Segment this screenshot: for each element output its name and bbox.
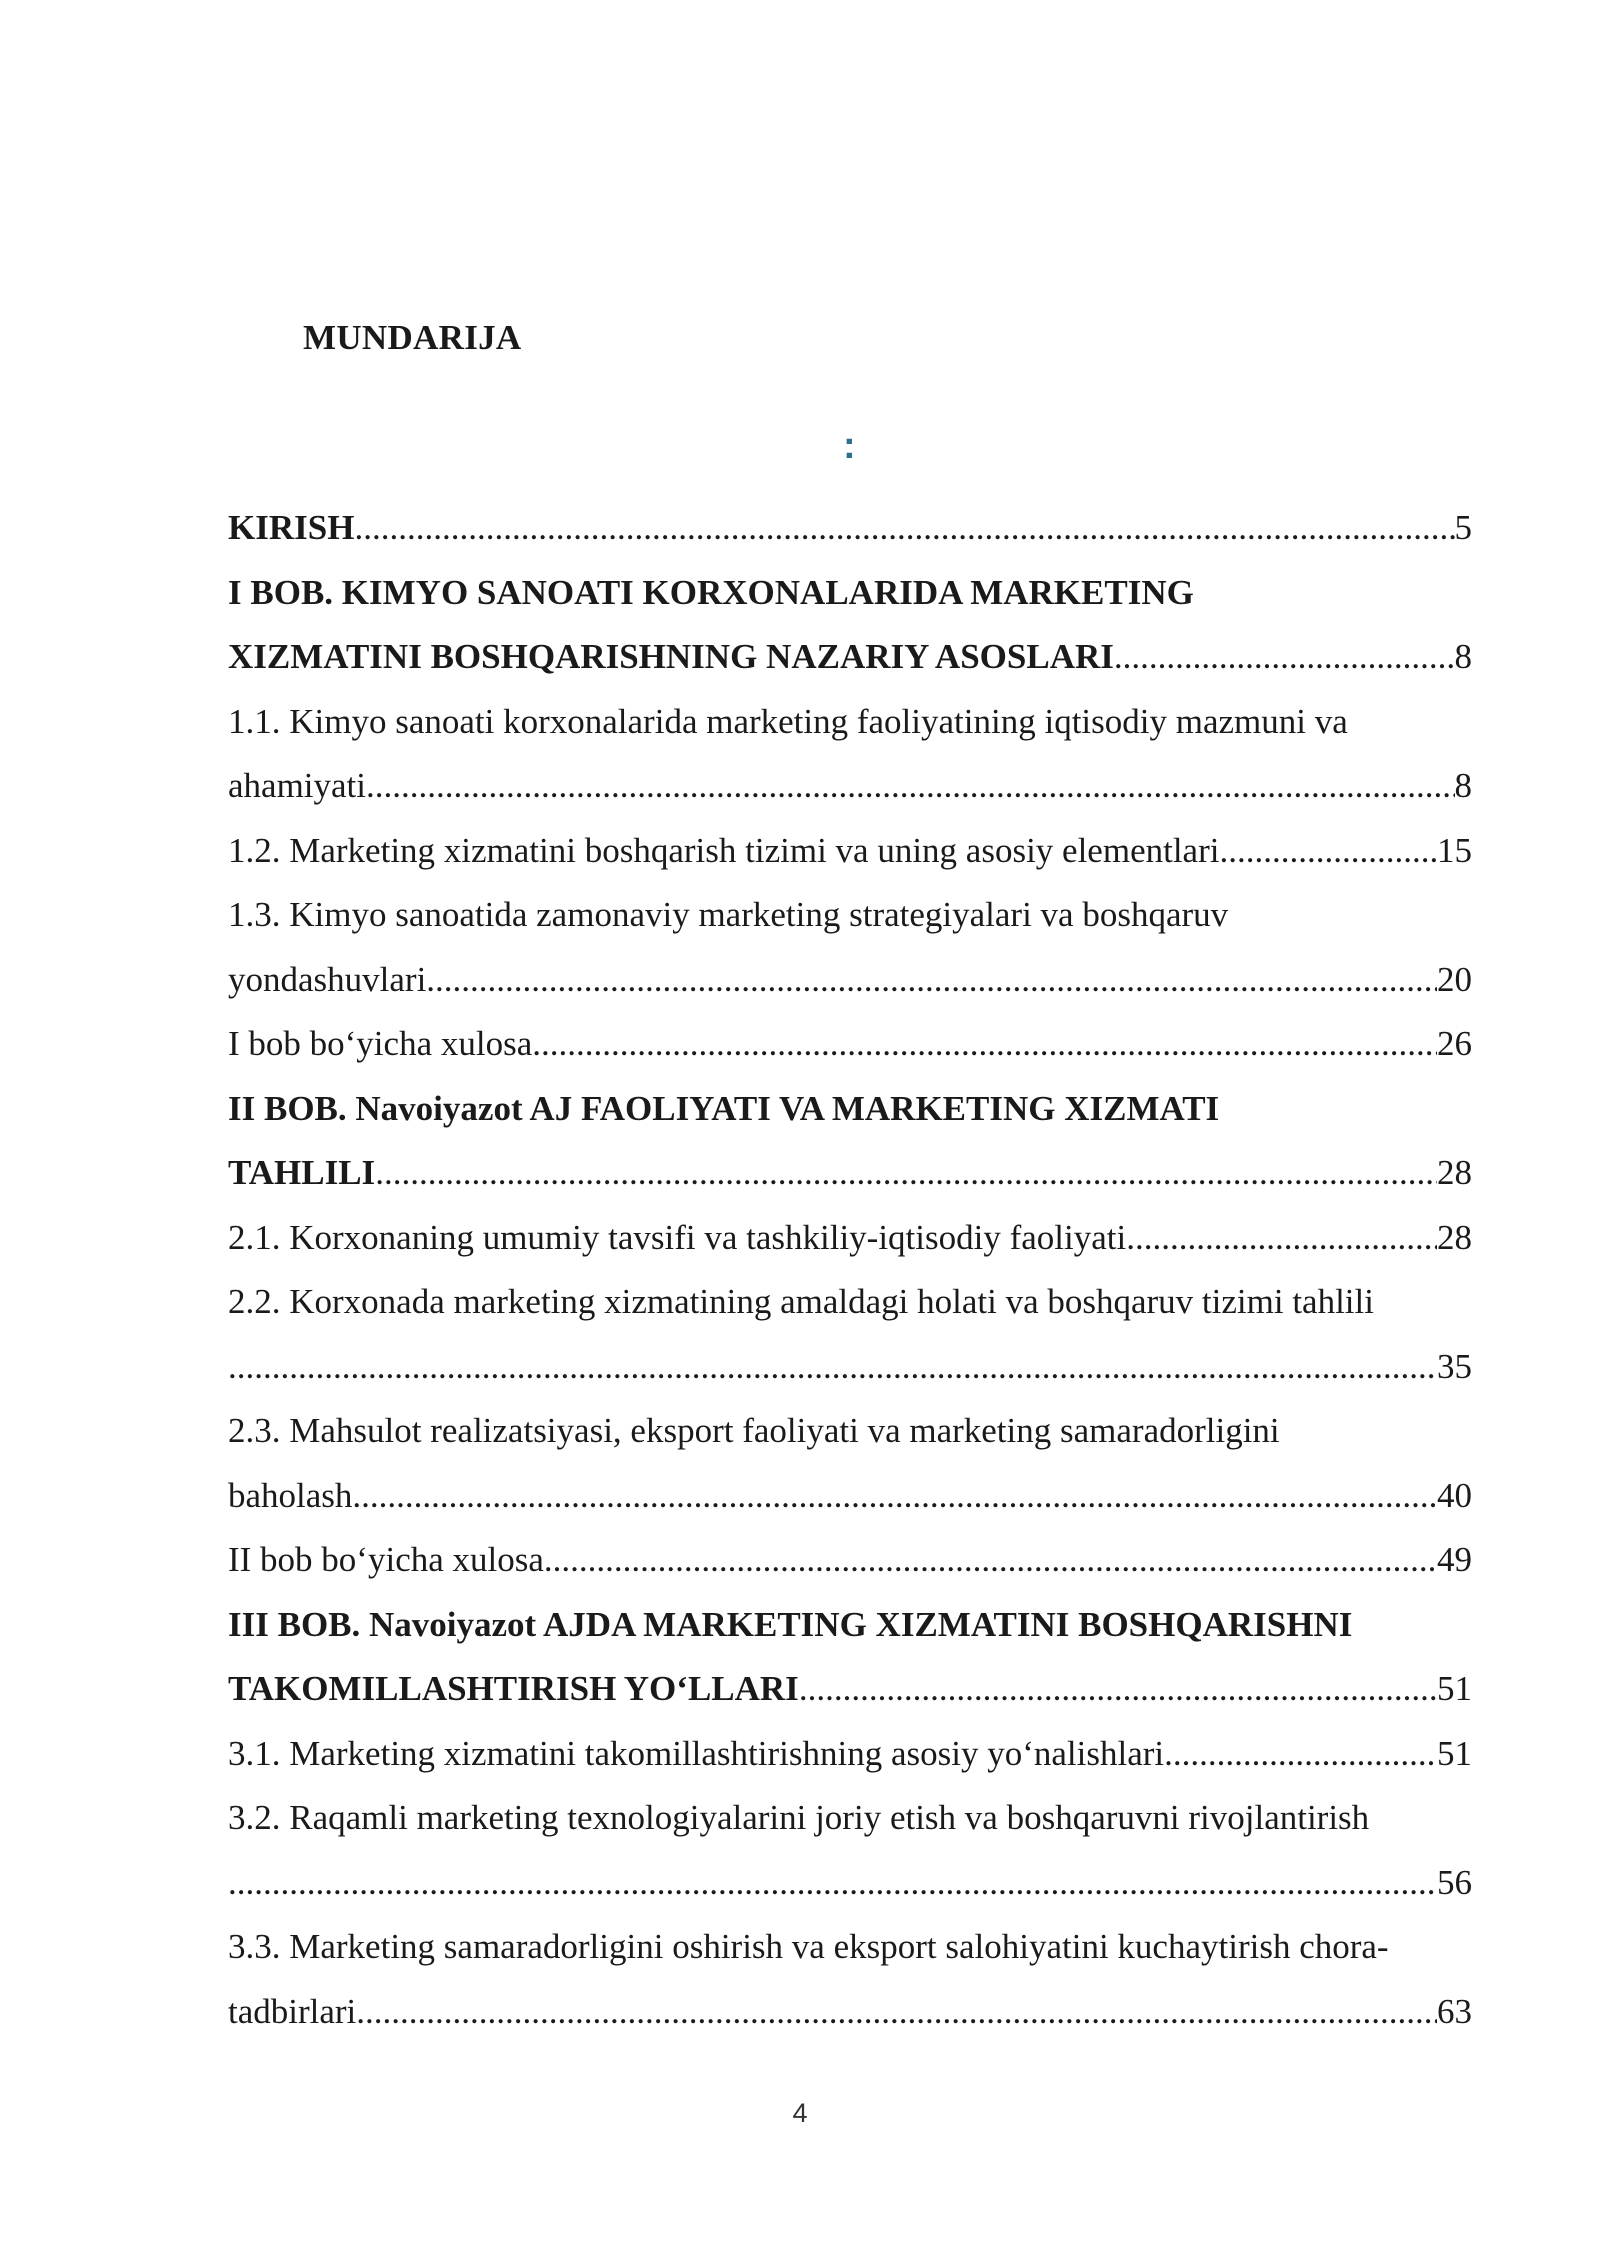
toc-entry-line <box>228 1012 1472 1077</box>
toc-page-number: 35 <box>1437 1346 1472 1386</box>
toc-entry[interactable] <box>228 819 1472 884</box>
toc-page-number: 20 <box>1437 959 1472 999</box>
toc-entry-title: XIZMATINI BOSHQARISHNING NAZARIY ASOSLARI <box>228 637 1114 676</box>
toc-page-number: 51 <box>1437 1733 1472 1773</box>
dot-leader <box>228 1335 1437 1400</box>
toc-entry-title: II bob bo‘yicha xulosa <box>228 1540 544 1579</box>
toc-page-number: 63 <box>1437 1991 1472 2031</box>
page-number: 4 <box>792 2098 808 2128</box>
dot-leader <box>354 496 1454 561</box>
toc-page-number: 15 <box>1437 830 1472 870</box>
toc-entry-title-line: 3.2. Raqamli marketing texnologiyalarini joriy etish va boshqaruvni rivojlantirish <box>228 1798 1370 1837</box>
toc-entry-title: yondashuvlari <box>228 959 427 999</box>
toc-entry-line <box>228 625 1472 690</box>
toc-page-number: 56 <box>1437 1862 1472 1902</box>
toc-entry[interactable] <box>228 496 1472 561</box>
toc-page-number: 49 <box>1437 1540 1472 1579</box>
toc-entry-title: 3.1. Marketing xizmatini takomillashtirishning asosiy yo‘nalishlari <box>228 1733 1165 1773</box>
toc-entry-title: KIRISH <box>228 508 355 547</box>
toc-entry[interactable] <box>228 1206 1472 1271</box>
toc-entry-line <box>228 1206 1472 1271</box>
toc-entry-title: tadbirlari <box>228 1991 357 2031</box>
dot-leader <box>352 1464 1437 1529</box>
dot-leader <box>375 1141 1437 1206</box>
dot-leader <box>426 948 1437 1013</box>
toc-entry[interactable] <box>228 561 1472 690</box>
toc-entry[interactable] <box>228 1915 1472 2044</box>
toc-entry[interactable] <box>228 1528 1472 1593</box>
dot-leader <box>366 754 1454 819</box>
toc-page-number: 28 <box>1437 1217 1472 1257</box>
toc-entry-title-line: I BOB. KIMYO SANOATI KORXONALARIDA MARKETING <box>228 572 1194 612</box>
dot-leader <box>799 1657 1437 1722</box>
toc-entry[interactable] <box>228 883 1472 1012</box>
toc-entry-line <box>228 1528 1472 1593</box>
toc-entry-title: 2.1. Korxonaning umumiy tavsifi va tashkiliy-iqtisodiy faoliyati <box>228 1217 1127 1257</box>
toc-entry-line <box>228 1657 1472 1722</box>
toc-entry[interactable] <box>228 1722 1472 1787</box>
toc-entry-title-line: 1.3. Kimyo sanoatida zamonaviy marketing strategiyalari va boshqaruv <box>228 895 1229 934</box>
toc-entry-title: 1.2. Marketing xizmatini boshqarish tizimi va uning asosiy elementlari <box>228 830 1220 870</box>
separator-mark: : <box>843 425 856 467</box>
toc-page-number: 8 <box>1454 766 1472 805</box>
table-of-contents <box>228 496 1472 2044</box>
dot-leader <box>1164 1722 1437 1787</box>
toc-entry[interactable] <box>228 1077 1472 1206</box>
toc-page-number: 51 <box>1437 1669 1472 1708</box>
toc-entry-title-line: 2.3. Mahsulot realizatsiyasi, eksport faoliyati va marketing samaradorligini <box>228 1411 1280 1450</box>
toc-entry-line <box>228 1141 1472 1206</box>
toc-entry-title-line: III BOB. Navoiyazot AJDA MARKETING XIZMATINI BOSHQARISHNI <box>228 1604 1353 1644</box>
toc-page-number: 28 <box>1437 1153 1472 1192</box>
toc-page-number: 40 <box>1437 1475 1472 1515</box>
dot-leader <box>532 1012 1437 1077</box>
toc-entry-title-line: II BOB. Navoiyazot AJ FAOLIYATI VA MARKETING XIZMATI <box>228 1088 1220 1128</box>
toc-entry-title-line: 3.3. Marketing samaradorligini oshirish va eksport salohiyatini kuchaytirish chora- <box>228 1927 1389 1966</box>
dot-leader <box>356 1980 1437 2045</box>
toc-entry-line <box>228 1851 1472 1916</box>
toc-page-number: 26 <box>1437 1024 1472 1063</box>
toc-entry-title: TAKOMILLASHTIRISH YO‘LLARI <box>228 1669 799 1708</box>
toc-entry-title-line: 1.1. Kimyo sanoati korxonalarida marketing faoliyatining iqtisodiy mazmuni va <box>228 701 1348 741</box>
toc-entry[interactable] <box>228 1270 1472 1399</box>
toc-entry-title: ahamiyati <box>228 766 367 805</box>
toc-entry[interactable] <box>228 1012 1472 1077</box>
toc-entry-title: baholash <box>228 1475 353 1515</box>
dot-leader <box>544 1528 1437 1593</box>
toc-entry[interactable] <box>228 1399 1472 1528</box>
dot-leader <box>1114 625 1455 690</box>
toc-entry-line <box>228 1980 1472 2045</box>
toc-entry[interactable] <box>228 1593 1472 1722</box>
toc-entry-title-line: 2.2. Korxonada marketing xizmatining amaldagi holati va boshqaruv tizimi tahlili <box>228 1282 1374 1321</box>
toc-entry-line <box>228 819 1472 884</box>
toc-entry-line <box>228 496 1472 561</box>
dot-leader <box>1219 819 1437 884</box>
toc-entry-line <box>228 1335 1472 1400</box>
toc-entry[interactable] <box>228 1786 1472 1915</box>
toc-entry-title: TAHLILI <box>228 1153 376 1192</box>
dot-leader <box>228 1851 1437 1916</box>
toc-entry-line <box>228 948 1472 1013</box>
toc-entry-line <box>228 1722 1472 1787</box>
toc-entry-line <box>228 1464 1472 1529</box>
toc-entry-title: I bob bo‘yicha xulosa <box>228 1024 533 1063</box>
toc-entry-line <box>228 754 1472 819</box>
toc-page-number: 8 <box>1454 637 1472 676</box>
toc-entry[interactable] <box>228 690 1472 819</box>
page-title: MUNDARIJA <box>303 318 522 357</box>
dot-leader <box>1126 1206 1437 1271</box>
toc-page-number: 5 <box>1454 508 1472 547</box>
